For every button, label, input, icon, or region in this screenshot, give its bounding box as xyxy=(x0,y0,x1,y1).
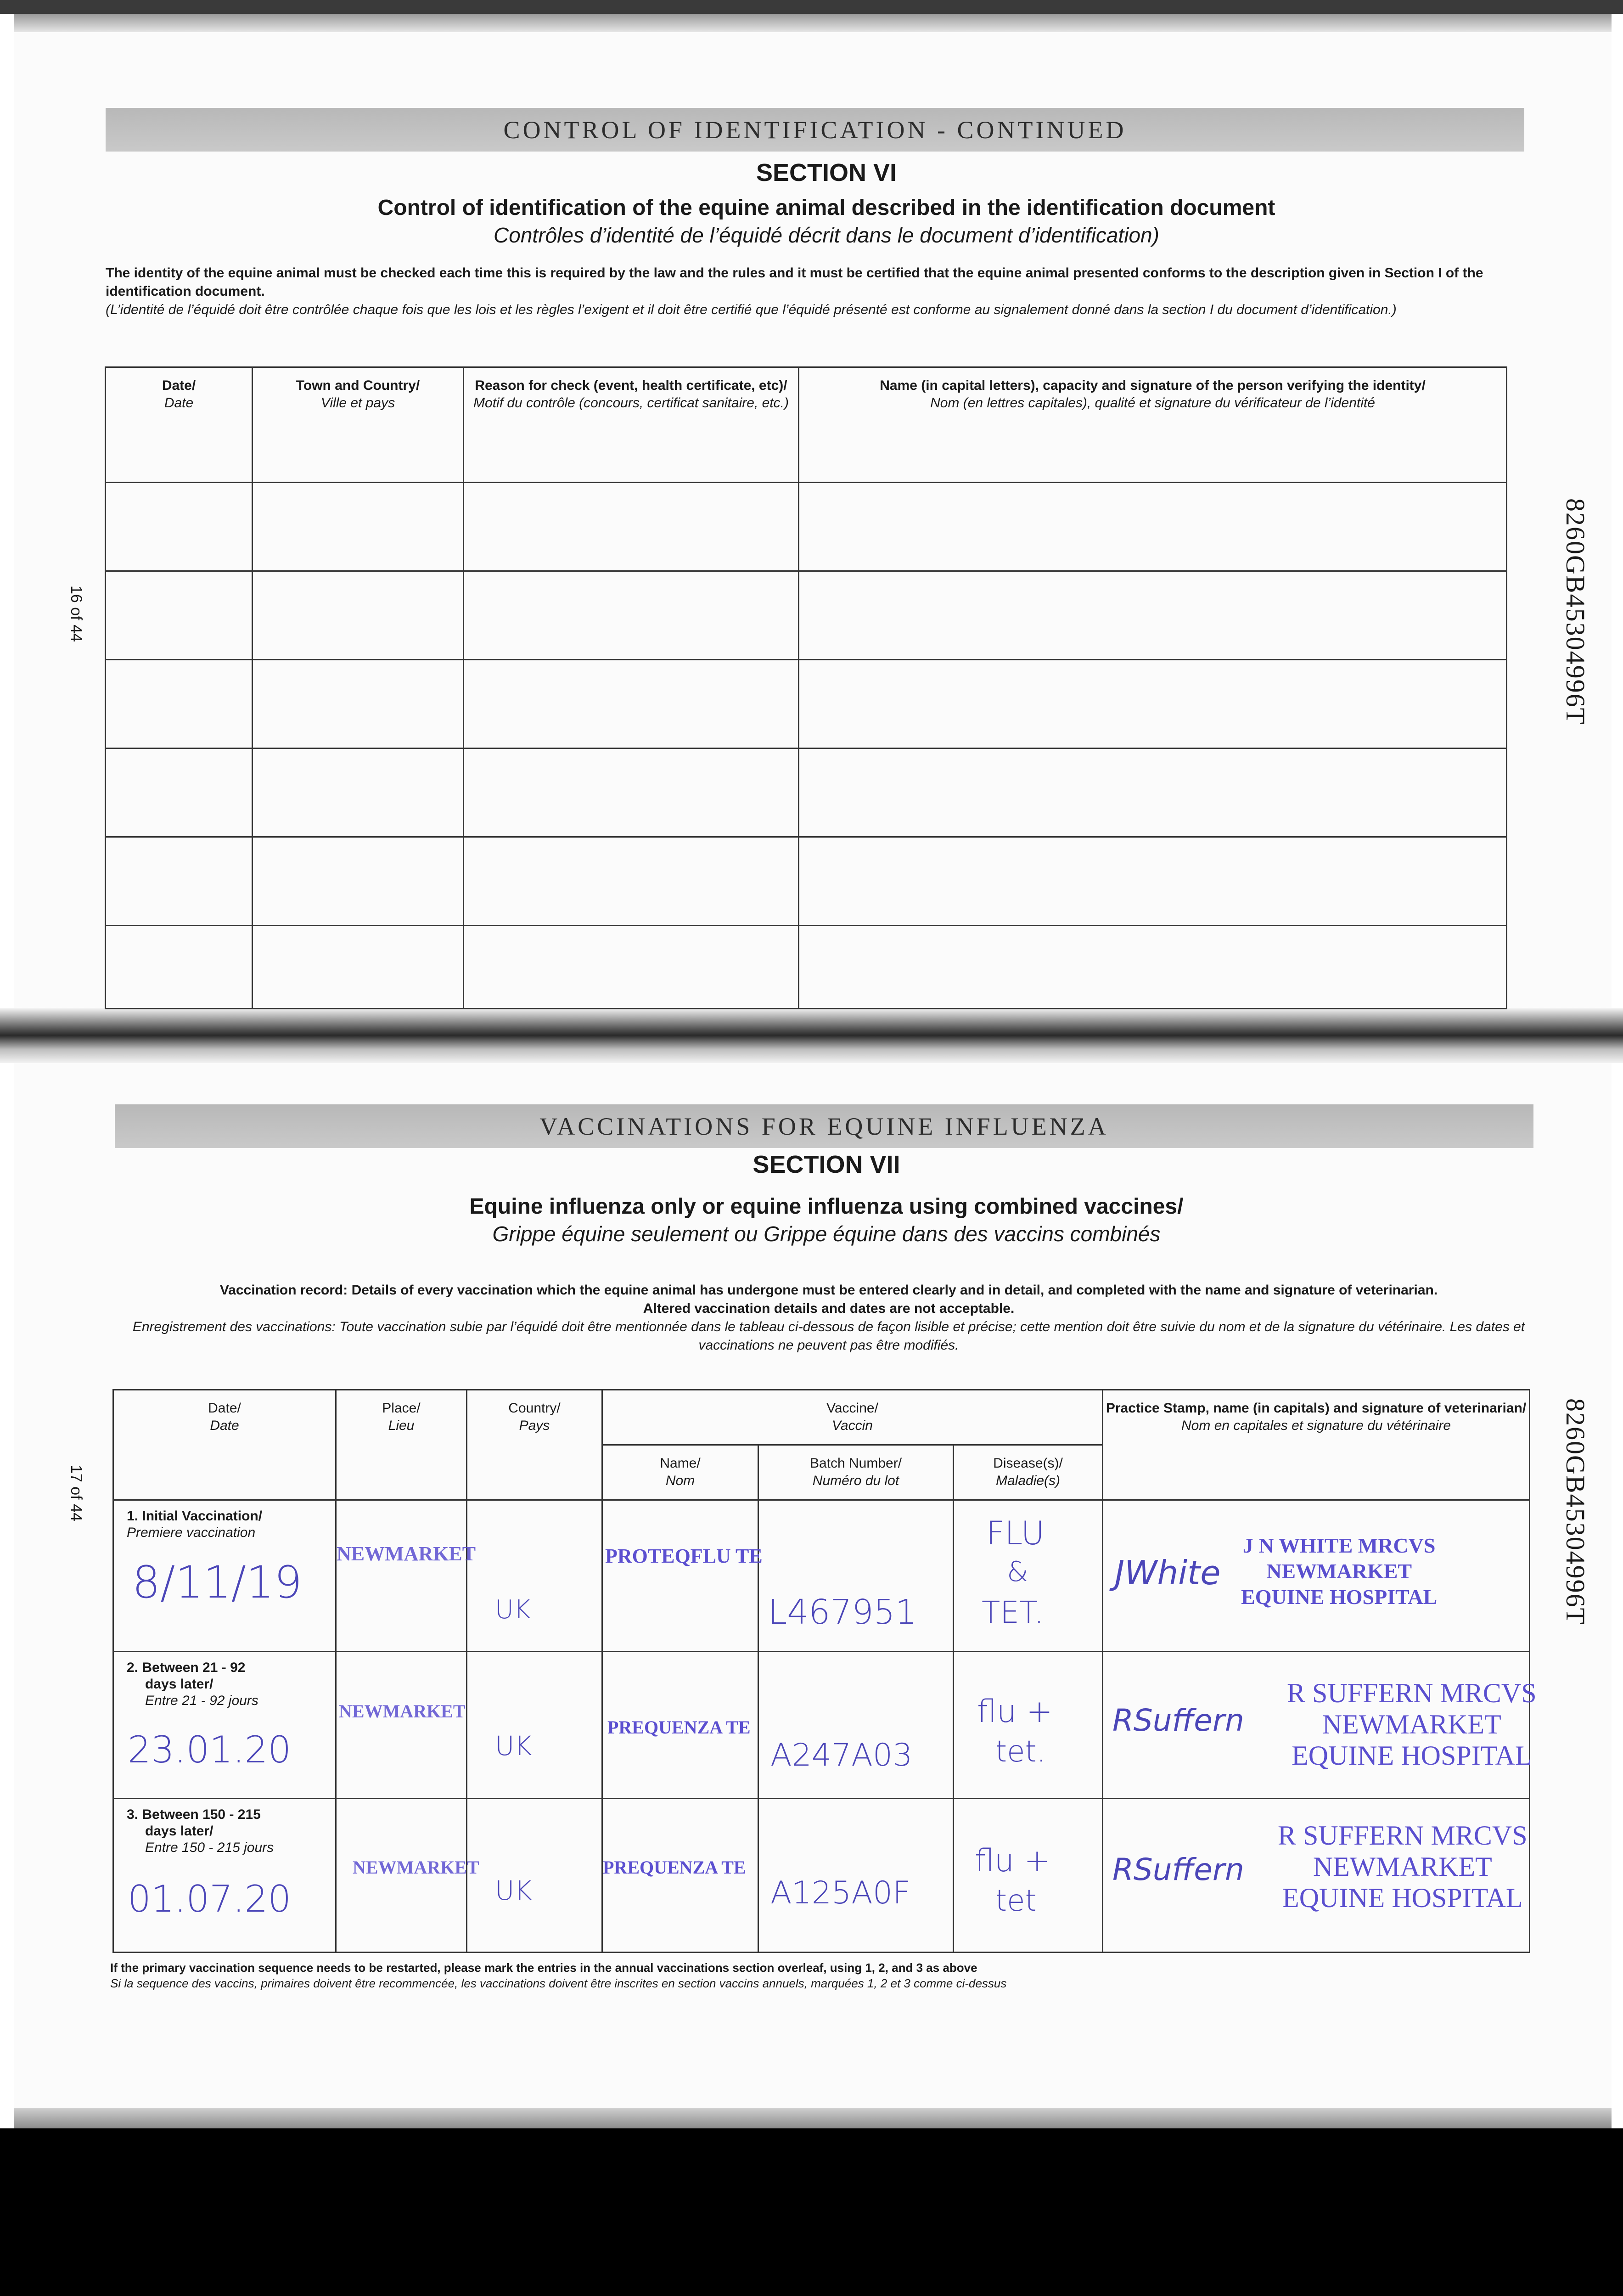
identity-check-table xyxy=(105,366,1507,1009)
place-stamp: NEWMARKET xyxy=(353,1857,479,1878)
vaccine-header: Vaccine/ Vaccin xyxy=(602,1390,1103,1445)
vaccination-row xyxy=(113,1500,1530,1652)
reason-cell[interactable] xyxy=(464,660,799,748)
vaccine-stamp: PREQUENZA TE xyxy=(603,1857,746,1878)
handwritten-disease: flu + xyxy=(977,1694,1053,1730)
handwritten-disease: flu + xyxy=(975,1843,1050,1879)
section-subtitle-fr: Contrôles d’identité de l’équidé décrit dans le document d’identification) xyxy=(494,223,1159,247)
table-row xyxy=(106,660,1507,748)
verifier-cell[interactable] xyxy=(799,660,1507,748)
place-stamp: NEWMARKET xyxy=(339,1701,466,1722)
vaccine-stamp: PROTEQFLU TE xyxy=(605,1545,763,1567)
disease-header: Disease(s)/ Maladie(s) xyxy=(954,1445,1103,1500)
verifier-cell[interactable] xyxy=(799,571,1507,660)
handwritten-disease: tet. xyxy=(995,1735,1046,1769)
batch-header: Batch Number/ Numéro du lot xyxy=(758,1445,954,1500)
place-stamp: NEWMARKET xyxy=(337,1542,476,1565)
date-cell[interactable] xyxy=(106,660,253,748)
verifier-cell[interactable] xyxy=(799,748,1507,837)
disease-cell[interactable] xyxy=(954,1799,1103,1953)
verifier-header: Name (in capital letters), capacity and signature of the person verifying the identity/ Nom (en lettres capitales), qualité et signature du vérificateur de l’identité xyxy=(799,367,1507,483)
page-number: 16 of 44 xyxy=(67,585,85,642)
vaccination-table xyxy=(112,1389,1537,1953)
reason-cell[interactable] xyxy=(464,748,799,837)
town-cell[interactable] xyxy=(253,926,464,1009)
handwritten-country: UK xyxy=(495,1595,531,1625)
reason-cell[interactable] xyxy=(464,483,799,571)
date-cell[interactable] xyxy=(106,837,253,926)
intro-fr: (L’identité de l’équidé doit être contrôlée chaque fois que les lois et les règles l’exigent et il doit être certifié que l’équidé présenté est conforme au signalement donné dans la section I du document d’identification.) xyxy=(106,302,1397,317)
handwritten-disease: TET. xyxy=(982,1595,1044,1630)
intro-en: The identity of the equine animal must be checked each time this is required by the law and the rules and it must be certified that the equine animal presented conforms to the description given in Section I of the identification document. xyxy=(106,265,1483,299)
reason-cell[interactable] xyxy=(464,571,799,660)
stamp-cell[interactable] xyxy=(1103,1652,1537,1799)
reason-cell[interactable] xyxy=(464,926,799,1009)
date-header: Date/ Date xyxy=(106,367,253,483)
intro-en: Vaccination record: Details of every vaccination which the equine animal has undergone must be entered clearly and in detail, and completed with the name and signature of veterinarian. xyxy=(219,1283,1438,1298)
place-cell[interactable] xyxy=(336,1500,476,1652)
handwritten-date: 8/11/19 xyxy=(132,1557,303,1608)
document-id: 8260GB45304996T xyxy=(1561,1398,1590,1625)
intro-en-2: Altered vaccination details and dates are not acceptable. xyxy=(643,1301,1015,1316)
section-subtitle-fr: Grippe équine seulement ou Grippe équine dans des vaccins combinés xyxy=(492,1222,1161,1246)
date-cell[interactable]: 3. Between 150 - 215 days later/ Entre 150 - 215 jours 01.07.20 xyxy=(113,1799,336,1953)
handwritten-date: 01.07.20 xyxy=(128,1878,292,1920)
date-header: Date/ Date xyxy=(113,1390,336,1500)
intro-text xyxy=(126,1281,1531,1355)
section-banner: CONTROL OF IDENTIFICATION - CONTINUED xyxy=(106,108,1524,152)
footer-fr: Si la sequence des vaccins, primaires doivent être recommencée, les vaccinations doivent être inscrites en section vaccins annuels, marquées 1, 2 et 3 comme ci-dessus xyxy=(110,1976,1007,1990)
disease-cell[interactable] xyxy=(954,1500,1103,1652)
section-title: SECTION VII xyxy=(753,1151,900,1178)
batch-cell[interactable] xyxy=(758,1652,954,1799)
table-row xyxy=(106,926,1507,1009)
vaccine-name-cell[interactable] xyxy=(602,1652,758,1799)
reason-cell[interactable] xyxy=(464,837,799,926)
intro-fr: Enregistrement des vaccinations: Toute vaccination subie par l’équidé doit être mentionnée dans le tableau ci-dessous de façon lisible et précise; cette mention doit être suivie du nom et de la signature du vétérinaire. Les dates et vaccinations ne peuvent pas être modifiés. xyxy=(132,1319,1525,1353)
handwritten-date: 23.01.20 xyxy=(128,1728,292,1771)
reason-header: Reason for check (event, health certificate, etc)/ Motif du contrôle (concours, certificat sanitaire, etc.) xyxy=(464,367,799,483)
vet-signature: RSuffern xyxy=(1112,1703,1244,1738)
batch-cell[interactable] xyxy=(758,1500,954,1652)
table-header-row xyxy=(106,367,1507,483)
vet-stamp: R SUFFERN MRCVS NEWMARKET EQUINE HOSPITAL xyxy=(1278,1820,1528,1913)
country-header: Country/ Pays xyxy=(467,1390,602,1500)
scanner-background xyxy=(0,2128,1623,2296)
country-cell[interactable] xyxy=(467,1799,602,1953)
verifier-cell[interactable] xyxy=(799,837,1507,926)
vaccine-name-header: Name/ Nom xyxy=(602,1445,758,1500)
town-cell[interactable] xyxy=(253,660,464,748)
vet-signature: RSuffern xyxy=(1112,1852,1244,1887)
verifier-cell[interactable] xyxy=(799,483,1507,571)
handwritten-country: UK xyxy=(495,1875,532,1906)
place-cell[interactable] xyxy=(336,1799,479,1953)
book-spine-fold xyxy=(0,1008,1623,1063)
table-row xyxy=(106,837,1507,926)
section-subtitle: Equine influenza only or equine influenza using combined vaccines/ xyxy=(469,1194,1184,1219)
vaccine-name-cell[interactable] xyxy=(602,1799,758,1953)
vet-stamp: J N WHITE MRCVS NEWMARKET EQUINE HOSPITAL xyxy=(1241,1534,1438,1609)
table-header-row xyxy=(113,1390,1530,1445)
vet-signature: JWhite xyxy=(1115,1553,1221,1592)
vaccination-row xyxy=(113,1799,1530,1953)
section-title: SECTION VI xyxy=(756,159,897,186)
date-cell[interactable] xyxy=(106,483,253,571)
place-cell[interactable] xyxy=(336,1652,467,1799)
handwritten-disease: FLU xyxy=(986,1514,1045,1552)
section-banner: VACCINATIONS FOR EQUINE INFLUENZA xyxy=(115,1104,1533,1148)
handwritten-disease: & xyxy=(1007,1556,1028,1588)
date-cell[interactable] xyxy=(106,571,253,660)
section-subtitle: Control of identification of the equine animal described in the identification document xyxy=(377,196,1275,220)
table-row xyxy=(106,483,1507,571)
date-cell[interactable] xyxy=(106,748,253,837)
country-cell[interactable] xyxy=(467,1652,602,1799)
vaccine-name-cell[interactable] xyxy=(602,1500,763,1652)
handwritten-disease: tet xyxy=(995,1884,1037,1918)
page-top-shadow xyxy=(14,14,1612,32)
page-bottom-edge xyxy=(14,2108,1612,2128)
stamp-cell[interactable] xyxy=(1103,1500,1530,1652)
page-number: 17 of 44 xyxy=(67,1465,85,1521)
handwritten-batch: L467951 xyxy=(768,1593,917,1632)
verifier-cell[interactable] xyxy=(799,926,1507,1009)
footer-note xyxy=(110,1960,1533,1991)
handwritten-batch: A247A03 xyxy=(770,1737,913,1773)
town-cell[interactable] xyxy=(253,483,464,571)
vaccination-row xyxy=(113,1652,1530,1799)
stamp-header: Practice Stamp, name (in capitals) and signature of veterinarian/ Nom en capitales et signature du vétérinaire xyxy=(1103,1390,1530,1500)
town-cell[interactable] xyxy=(253,837,464,926)
footer-en: If the primary vaccination sequence needs to be restarted, please mark the entries in the annual vaccinations section overleaf, using 1, 2, and 3 as above xyxy=(110,1961,977,1975)
place-header: Place/ Lieu xyxy=(336,1390,467,1500)
handwritten-country: UK xyxy=(495,1730,532,1761)
vet-stamp: R SUFFERN MRCVS NEWMARKET EQUINE HOSPITAL xyxy=(1287,1678,1537,1771)
vaccine-stamp: PREQUENZA TE xyxy=(607,1717,751,1738)
town-cell[interactable] xyxy=(253,571,464,660)
date-cell[interactable]: 2. Between 21 - 92 days later/ Entre 21 - 92 jours 23.01.20 xyxy=(113,1652,336,1799)
date-cell[interactable] xyxy=(106,926,253,1009)
disease-cell[interactable] xyxy=(954,1652,1103,1799)
table-row xyxy=(106,748,1507,837)
town-header: Town and Country/ Ville et pays xyxy=(253,367,464,483)
batch-cell[interactable] xyxy=(758,1799,954,1953)
document-id: 8260GB45304996T xyxy=(1561,498,1590,725)
handwritten-batch: A125A0F xyxy=(770,1875,911,1911)
scanner-top-edge xyxy=(0,0,1623,14)
stamp-cell[interactable] xyxy=(1103,1799,1530,1953)
town-cell[interactable] xyxy=(253,748,464,837)
table-row xyxy=(106,571,1507,660)
country-cell[interactable] xyxy=(467,1500,602,1652)
date-cell[interactable]: 1. Initial Vaccination/ Premiere vaccination 8/11/19 xyxy=(113,1500,336,1652)
intro-text xyxy=(106,264,1520,319)
